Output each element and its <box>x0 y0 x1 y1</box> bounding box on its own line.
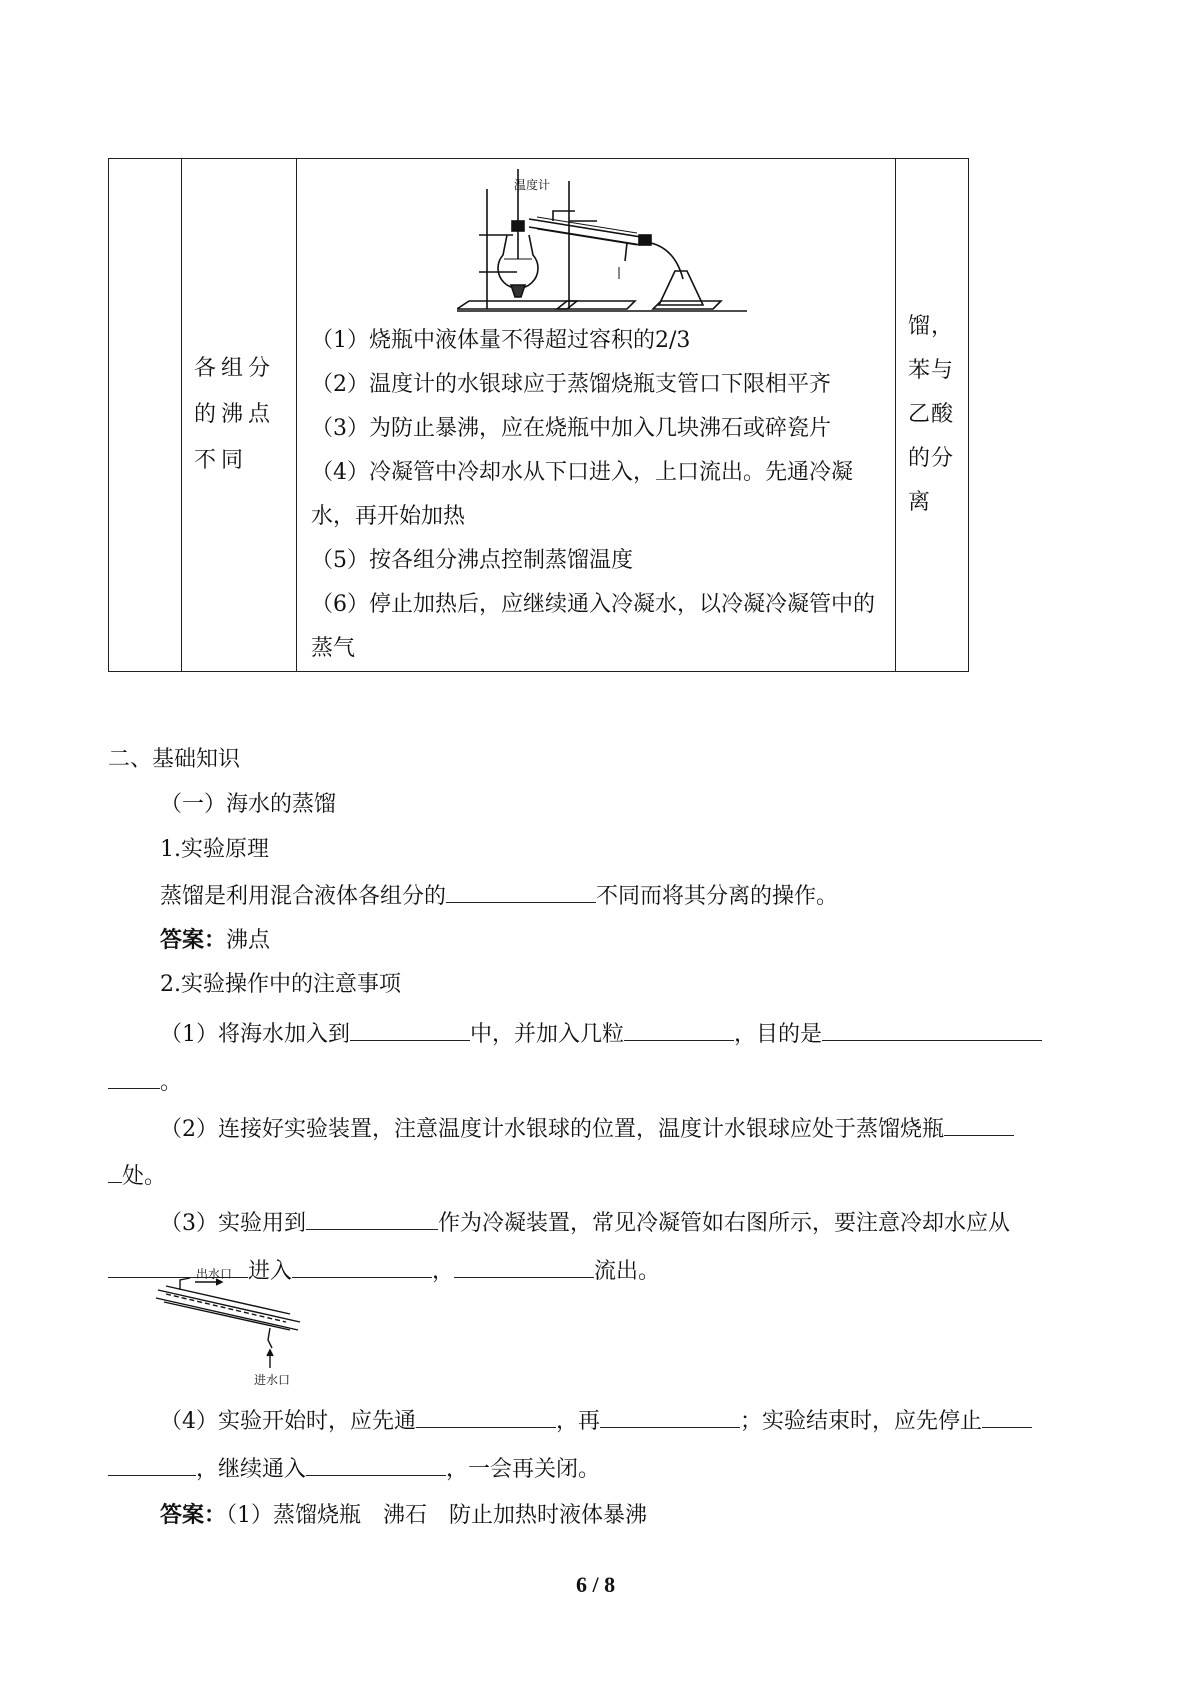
item1-text-a: 蒸馏是利用混合液体各组分的 <box>160 884 447 909</box>
answer-1 <box>160 925 270 956</box>
answer-2 <box>160 1500 647 1531</box>
blank-q3-4[interactable] <box>454 1255 594 1278</box>
q3-text-a: （3）实验用到 <box>160 1211 306 1236</box>
blank-q1-3[interactable] <box>822 1018 1042 1041</box>
rule-1: （1）烧瓶中液体量不得超过容积的2/3 <box>311 328 691 353</box>
q3-text-d: ， <box>432 1259 455 1284</box>
principle-text: 各组分的沸点不同 <box>194 356 276 473</box>
q3-text-e: 流出。 <box>594 1259 661 1284</box>
rule-2: （2）温度计的水银球应于蒸馏烧瓶支管口下限相平齐 <box>311 372 831 397</box>
distillation-table <box>108 158 969 672</box>
q1-end: 。 <box>160 1070 183 1095</box>
table-cell-principle <box>182 159 297 672</box>
item1-text <box>160 880 838 912</box>
rule-3: （3）为防止暴沸，应在烧瓶中加入几块沸石或碎瓷片 <box>311 416 831 441</box>
question-3 <box>160 1207 1010 1239</box>
blank-q2-2[interactable] <box>108 1160 122 1183</box>
q1-text-b: 中，并加入几粒 <box>470 1022 625 1047</box>
blank-q4-2[interactable] <box>600 1405 740 1428</box>
q4-text-b: ，再 <box>556 1409 601 1434</box>
inlet-label: 进水口 <box>254 1373 291 1387</box>
q3-text-c: 进入 <box>248 1259 293 1284</box>
q4-text-a: （4）实验开始时，应先通 <box>160 1409 416 1434</box>
answer-2-text: （1）蒸馏烧瓶 沸石 防止加热时液体暴沸 <box>226 1503 648 1528</box>
q1-text-a: （1）将海水加入到 <box>160 1022 350 1047</box>
blank-q3-3[interactable] <box>292 1255 432 1278</box>
blank-q1-1[interactable] <box>350 1018 470 1041</box>
sub-heading: （一）海水的蒸馏 <box>160 792 337 817</box>
question-2 <box>160 1113 1014 1145</box>
answer-label-2: 答案： <box>160 1502 227 1528</box>
blank-q4-1[interactable] <box>416 1405 556 1428</box>
page-number: 6 / 8 <box>576 1572 616 1597</box>
item2-title: 2.实验操作中的注意事项 <box>160 972 401 997</box>
q4-text-d: ，继续通入 <box>196 1457 307 1482</box>
example-text: 馏，苯与乙酸的分离 <box>908 314 955 515</box>
rule-4: （4）冷凝管中冷却水从下口进入，上口流出。先通冷凝水，再开始加热 <box>311 460 853 529</box>
item1-text-b: 不同而将其分离的操作。 <box>596 884 839 909</box>
question-1-cont <box>108 1066 182 1098</box>
q1-text-c: ，目的是 <box>734 1022 823 1047</box>
blank-1[interactable] <box>446 880 596 903</box>
blank-q4-4[interactable] <box>108 1453 196 1476</box>
q4-text-e: ，一会再关闭。 <box>446 1457 601 1482</box>
distillation-apparatus-diagram <box>457 159 747 319</box>
question-1 <box>160 1018 1042 1050</box>
question-4-cont <box>108 1453 600 1485</box>
section-heading: 二、基础知识 <box>108 747 241 772</box>
rule-6: （6）停止加热后，应继续通入冷凝水，以冷凝冷凝管中的蒸气 <box>311 592 875 661</box>
answer-label: 答案： <box>160 927 227 953</box>
q4-text-c: ；实验结束时，应先停止 <box>740 1409 983 1434</box>
q2-text-a: （2）连接好实验装置，注意温度计水银球的位置，温度计水银球应处于蒸馏烧瓶 <box>160 1117 944 1142</box>
question-2-cont <box>108 1160 166 1192</box>
blank-q1-2[interactable] <box>624 1018 734 1041</box>
table-cell-notes <box>297 159 896 672</box>
blank-q1-4[interactable] <box>108 1066 160 1089</box>
table-cell-empty <box>109 159 182 672</box>
thermometer-label: 温度计 <box>514 178 551 192</box>
item1-title: 1.实验原理 <box>160 837 269 862</box>
blank-q4-5[interactable] <box>306 1453 446 1476</box>
q2-end: 处。 <box>122 1164 167 1189</box>
question-4 <box>160 1405 1032 1437</box>
answer-1-text: 沸点 <box>226 928 271 953</box>
blank-q4-3[interactable] <box>982 1405 1032 1428</box>
condenser-figure <box>150 1268 310 1388</box>
table-cell-example <box>896 159 969 672</box>
blank-q2-1[interactable] <box>944 1113 1014 1136</box>
outlet-label: 出水口 <box>196 1268 233 1281</box>
q3-text-b: 作为冷凝装置，常见冷凝管如右图所示，要注意冷却水应从 <box>438 1211 1011 1236</box>
blank-q3-1[interactable] <box>306 1207 438 1230</box>
rule-5: （5）按各组分沸点控制蒸馏温度 <box>311 548 633 573</box>
